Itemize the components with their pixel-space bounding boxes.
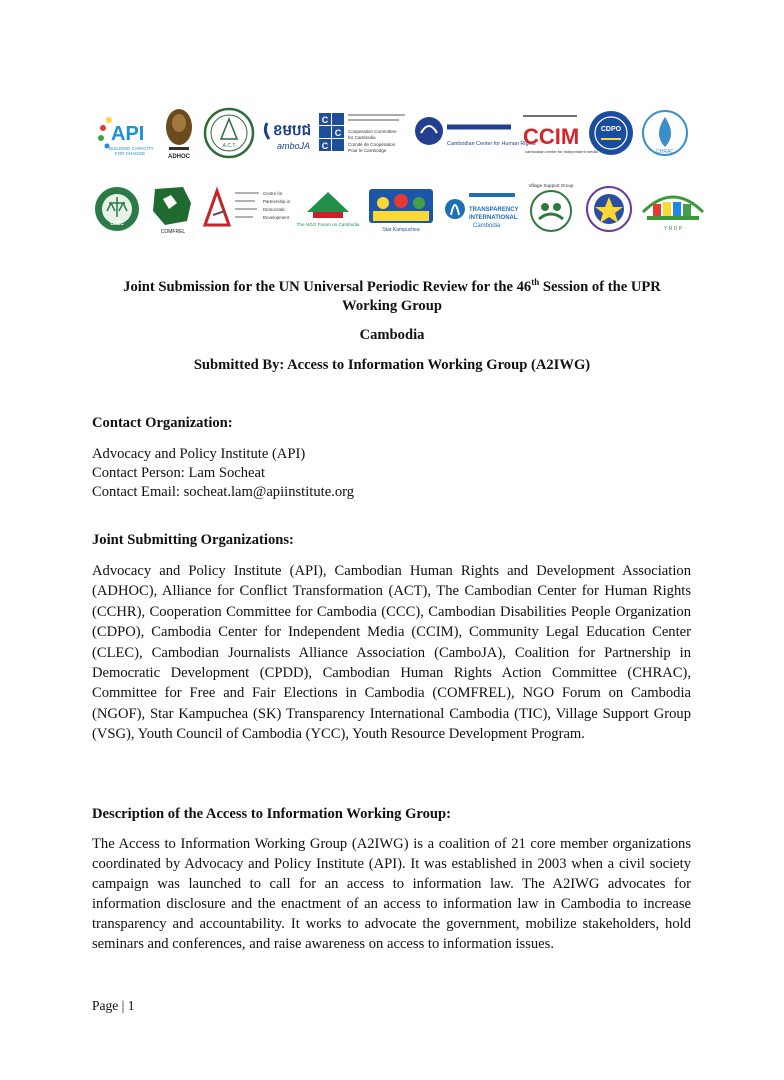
camboja-logo — [261, 107, 313, 159]
partner-logos-row-1 — [0, 104, 784, 162]
clec-logo — [93, 183, 141, 235]
svg-text:Cooperation Committee: Cooperation Committee — [348, 129, 397, 134]
svg-text:C: C — [321, 115, 329, 125]
ngof-logo — [297, 183, 359, 235]
page-number-footer: Page | 1 — [92, 998, 135, 1013]
act-logo — [203, 107, 255, 159]
adhoc-logo — [161, 107, 197, 159]
sk-logo — [365, 183, 437, 235]
yrdp-logo — [639, 183, 707, 235]
cdpo-logo — [587, 107, 635, 159]
svg-text:CHRAC: CHRAC — [656, 149, 674, 155]
submitted-by-heading: Submitted By: Access to Information Working Group (A2IWG) — [193, 357, 591, 373]
svg-text:Y R D P: Y R D P — [664, 226, 682, 232]
svg-text:CDPO: CDPO — [600, 126, 622, 133]
country-heading: Cambodia — [359, 327, 425, 343]
contact-organization-heading: Contact Organization: — [92, 415, 233, 431]
title-line-1-prefix: Joint Submission for the UN Universal Periodic Review for the 46 — [123, 279, 532, 295]
svg-text:CLEC: CLEC — [110, 221, 124, 227]
title-line-1-suffix: Session of the UPR — [539, 279, 661, 295]
api-logo — [95, 107, 155, 159]
ccc-logo — [319, 107, 407, 159]
comfrel-logo — [147, 183, 197, 235]
svg-text:TRANSPARENCY: TRANSPARENCY — [469, 207, 519, 213]
cchr-logo — [413, 107, 536, 159]
svg-text:COMFREL: COMFREL — [160, 229, 186, 235]
contact-details — [92, 445, 354, 502]
svg-text:Comité de Coopération: Comité de Coopération — [348, 142, 396, 147]
svg-text:Star Kampuchea: Star Kampuchea — [382, 227, 420, 233]
svg-text:for Cambodia: for Cambodia — [348, 135, 376, 140]
contact-person: Contact Person: Lam Socheat — [92, 465, 266, 481]
document-title — [92, 278, 692, 316]
working-group-description-text: The Access to Information Working Group (A2IWG) is a coalition of 21 core member organizations coordinated by Advocacy and Policy Institute (API). It was established in 2003 when a civil society campaign was launched to call for an access to information law. The A2IWG advocates for information disclosure and the enactment of an access to information law in Cambodia to increase transparency and accountability. It works to advocate the government, mobilize stakeholders, hold seminars and conferences, and raise awareness on access to information issues. — [92, 836, 691, 952]
svg-text:amboJA: amboJA — [277, 141, 311, 151]
svg-text:Democratic: Democratic — [263, 207, 286, 212]
svg-text:The NGO Forum on Cambodia: The NGO Forum on Cambodia — [296, 222, 360, 227]
vsg-logo — [523, 183, 579, 235]
svg-text:Pour le Cambodge: Pour le Cambodge — [348, 148, 387, 153]
svg-text:Cambodia: Cambodia — [473, 223, 501, 229]
svg-text:A.C.T: A.C.T — [222, 143, 236, 149]
svg-text:Development: Development — [263, 215, 289, 220]
svg-text:CCIM: CCIM — [523, 124, 580, 149]
chrac-logo — [641, 107, 689, 159]
ycc-logo — [585, 183, 633, 235]
svg-text:Cambodian Center for Human Rig: Cambodian Center for Human Rights — [447, 141, 536, 147]
svg-text:Village Support Group: Village Support Group — [528, 183, 574, 188]
working-group-description-heading: Description of the Access to Information Working Group: — [92, 806, 452, 822]
svg-text:FOR CHANGE: FOR CHANGE — [115, 151, 146, 156]
contact-organization-name: Advocacy and Policy Institute (API) — [92, 446, 306, 462]
joint-submitting-organizations-heading: Joint Submitting Organizations: — [92, 532, 294, 548]
cpdd-logo — [203, 183, 291, 235]
tic-logo — [443, 183, 517, 235]
svg-text:BUILDING CAPACITY: BUILDING CAPACITY — [109, 146, 154, 151]
svg-text:C: C — [321, 141, 329, 151]
svg-text:ADHOC: ADHOC — [168, 154, 190, 160]
svg-text:API: API — [111, 123, 145, 145]
svg-text:C: C — [334, 128, 342, 138]
partner-logos-row-2 — [0, 180, 784, 238]
svg-text:INTERNATIONAL: INTERNATIONAL — [469, 215, 518, 221]
svg-text:Partnership in: Partnership in — [263, 199, 291, 204]
title-ordinal-suffix: th — [531, 277, 540, 288]
contact-email: Contact Email: socheat.lam@apiinstitute.org — [92, 484, 355, 500]
joint-submitting-organizations-text: Advocacy and Policy Institute (API), Cambodian Human Rights and Development Association (ADHOC), Alliance for Conflict Transformation (ACT), The Cambodian Center for Human Rights (CCHR), Cooperation Committee for Cambodia (CCC), Cambodian Disabilities People Organization (CDPO), Cambodia Center for Independent Media (CCIM), Community Legal Education Center (CLEC), Cambodian Journalists Alliance Association (CamboJA), Coalition for Partnership in Democratic Development (CPDD), Cambodian Human Rights Action Committee (CHRAC), Committee for Free and Fair Elections in Cambodia (COMFREL), NGO Forum on Cambodia (NGOF), Star Kampuchea (SK) Transparency International Cambodia (TIC), Village Support Group (VSG), Youth Council of Cambodia (YCC), Youth Resource Development Program. — [92, 563, 691, 743]
svg-text:Centre for: Centre for — [263, 191, 283, 196]
title-line-2: Working Group — [342, 298, 442, 314]
ccim-logo — [519, 107, 598, 159]
svg-text:ខមបជ: ខមបជ — [273, 122, 312, 139]
svg-text:cambodian center for independe: cambodian center for independent media — [525, 149, 598, 154]
